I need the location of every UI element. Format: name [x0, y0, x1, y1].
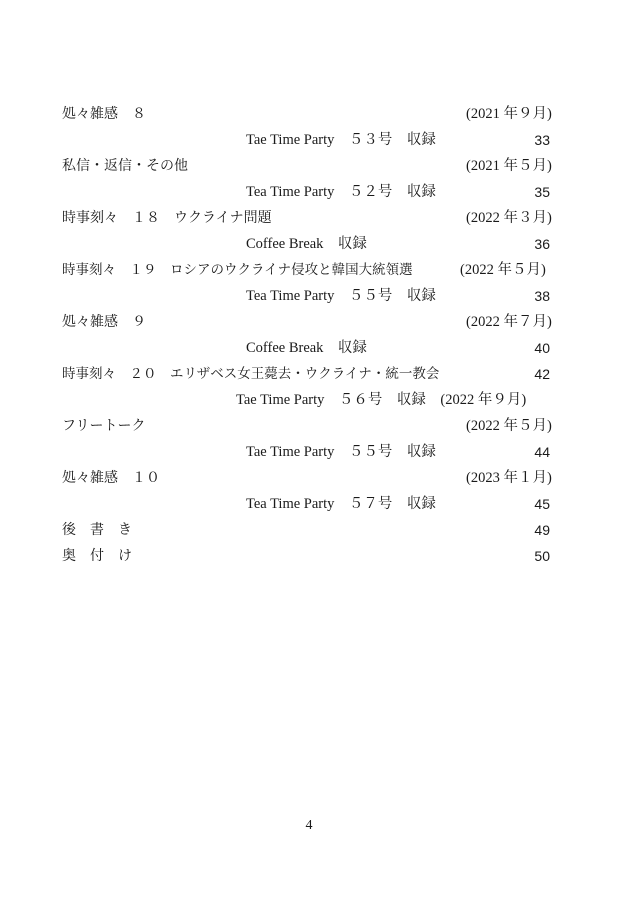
toc-entry-title: 私信・返信・その他 [62, 158, 188, 174]
toc-entry-page: 35 [534, 184, 550, 200]
toc-entry-date: (2021 年５月) [466, 158, 552, 174]
toc-entry-source: Tae Time Party ５６号 収録 (2022 年９月) [236, 392, 527, 408]
toc-entry-date: (2021 年９月) [466, 106, 552, 122]
toc-entry-date: (2022 年５月) [460, 262, 546, 278]
toc-entry-title: 奥 付 け [62, 548, 132, 564]
toc-entry-page: 50 [534, 548, 550, 564]
toc-entry-source: Tea Time Party ５７号 収録 [246, 496, 436, 512]
toc-entry-title: 時事刻々 １９ ロシアのウクライナ侵攻と韓国大統領選 [62, 262, 413, 278]
toc-entry-title: 処々雑感 ８ [62, 106, 146, 122]
toc-entry-title: フリートーク [62, 418, 146, 434]
toc-entry-date: (2022 年７月) [466, 314, 552, 330]
toc-entry-page: 42 [534, 366, 550, 382]
toc-entry-title: 時事刻々 ２０ エリザベス女王薨去・ウクライナ・統一教会 [62, 366, 440, 382]
toc-entry-date: (2022 年５月) [466, 418, 552, 434]
toc-entry-date: (2023 年１月) [466, 470, 552, 486]
toc-entry-title: 処々雑感 １０ [62, 470, 160, 486]
toc-entry-page: 40 [534, 340, 550, 356]
toc-entry-source: Tea Time Party ５５号 収録 [246, 288, 436, 304]
toc-entry-page: 38 [534, 288, 550, 304]
toc-entry-source: Tae Time Party ５５号 収録 [246, 444, 436, 460]
toc-entry-title: 時事刻々 １８ ウクライナ問題 [62, 210, 272, 226]
toc-entry-source: Coffee Break 収録 [246, 236, 367, 252]
toc-entry-title: 処々雑感 ９ [62, 314, 146, 330]
toc-entry-source: Tae Time Party ５３号 収録 [246, 132, 436, 148]
toc-entry-source: Tea Time Party ５２号 収録 [246, 184, 436, 200]
toc-entry-title: 後 書 き [62, 522, 132, 538]
toc-entry-page: 45 [534, 496, 550, 512]
toc-entry-page: 36 [534, 236, 550, 252]
page-number: 4 [305, 818, 313, 833]
toc-entry-page: 44 [534, 444, 550, 460]
toc-entry-page: 49 [534, 522, 550, 538]
toc-entry-source: Coffee Break 収録 [246, 340, 367, 356]
toc-entry-date: (2022 年３月) [466, 210, 552, 226]
toc-entry-page: 33 [534, 132, 550, 148]
